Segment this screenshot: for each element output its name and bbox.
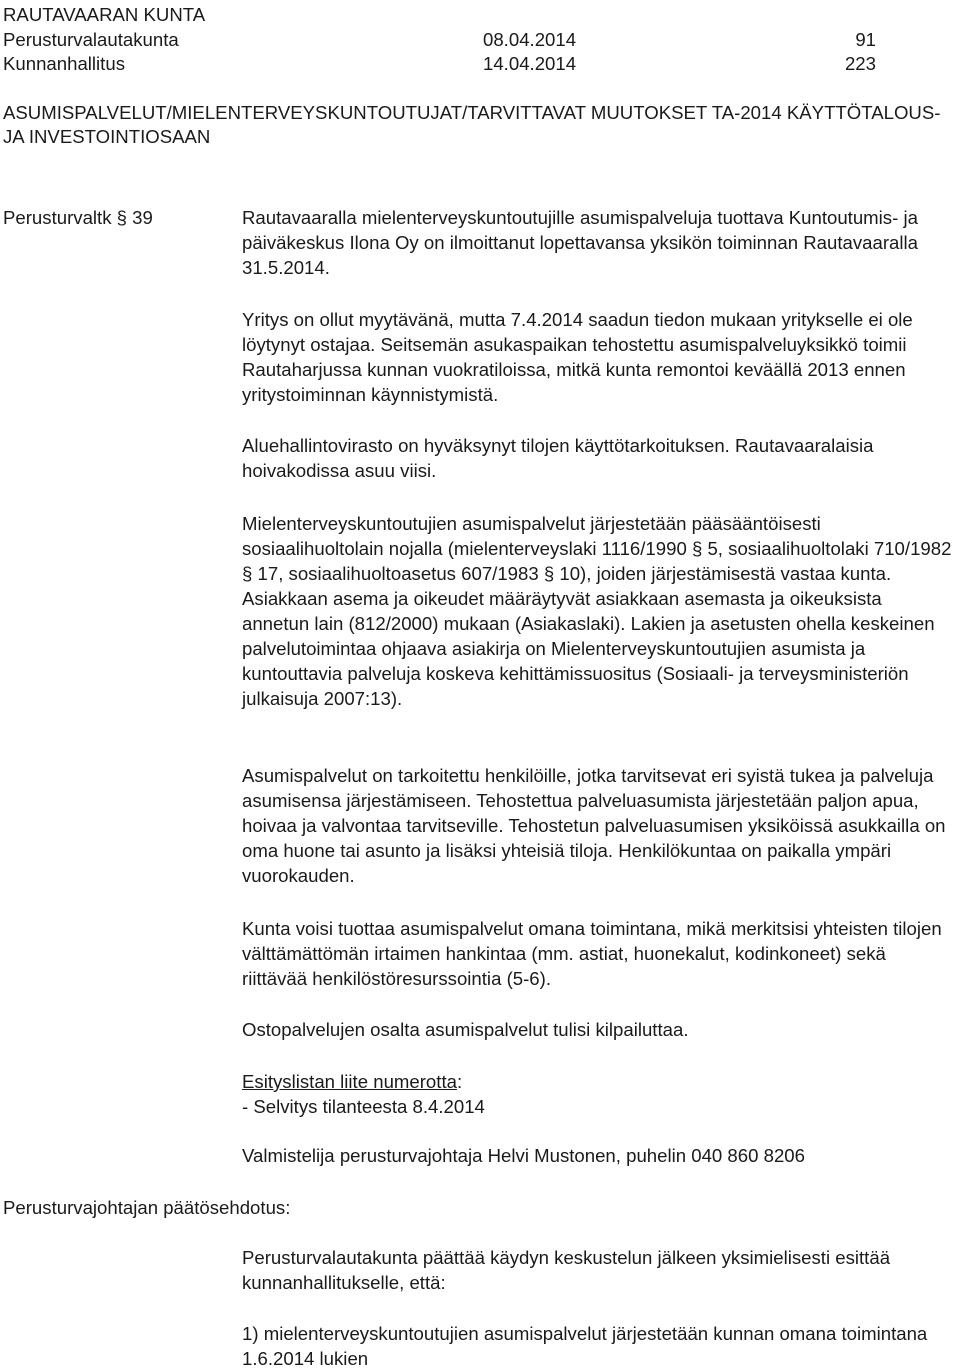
paragraph-2-text: Yritys on ollut myytävänä, mutta 7.4.2014 saadun tiedon mukaan yritykselle ei ole löytynyt ostajaa. Seitsemän asukaspaikan tehostettu asumispalveluyksikkö toimii Rautaharjussa kunnan vuokratiloissa, mitkä kunta remontoi keväällä 2013 ennen yritystoiminnan käynnistymistä.: [242, 309, 913, 405]
paragraph-3: [242, 433, 954, 483]
attachments-colon: :: [456, 1071, 463, 1092]
attachments-heading-line: [242, 1069, 954, 1094]
header-row2-body: Kunnanhallitus: [3, 53, 125, 74]
section-ref: Perusturvaltk § 39: [3, 207, 153, 228]
paragraph-3-text: Aluehallintovirasto on hyväksynyt tilojen käyttötarkoituksen. Rautavaaralaisia hoivakodissa asuu viisi.: [242, 435, 874, 481]
paragraph-7: [242, 1017, 954, 1042]
paragraph-5-text: Asumispalvelut on tarkoitettu henkilöille, jotka tarvitsevat eri syistä tukea ja palveluja asumisensa järjestämiseen. Tehostettua palveluasumista järjestetään paljon apua, hoivaa ja valvontaa tarvitseville. Tehostetun palveluasumisen yksiköissä asukkailla on oma huone tai asunto ja lisäksi yhteisiä tiloja. Henkilökuntaa on paikalla ympäri vuorokauden.: [242, 765, 946, 886]
paragraph-2: [242, 307, 954, 407]
header-row1-page: 91: [855, 29, 876, 50]
page-title: ASUMISPALVELUT/MIELENTERVEYSKUNTOUTUJAT/TARVITTAVAT MUUTOKSET TA-2014 KÄYTTÖTALOUS- JA INVESTOINTIOSAAN: [3, 102, 941, 147]
org-name: RAUTAVAARAN KUNTA: [3, 4, 206, 25]
attachments-heading: Esityslistan liite numerotta: [242, 1071, 457, 1092]
attachments: [242, 1069, 954, 1119]
paragraph-6: [242, 916, 954, 991]
paragraph-6-text: Kunta voisi tuottaa asumispalvelut omana toimintana, mikä merkitsisi yhteisten tilojen välttämättömän irtaimen hankintaa (mm. astiat, huonekalut, kodinkoneet) sekä riittävää henkilöstöresurssointia (5-6).: [242, 918, 942, 989]
paragraph-1-text: Rautavaaralla mielenterveyskuntoutujille asumispalveluja tuottava Kuntoutumis- ja päiväkeskus Ilona Oy on ilmoittanut lopettavansa yksikön toiminnan Rautavaaralla 31.5.2014.: [242, 207, 918, 278]
attachment-item: - Selvitys tilanteesta 8.4.2014: [242, 1096, 485, 1117]
header-row1-date: 08.04.2014: [483, 29, 577, 50]
proposal-intro-text: Perusturvalautakunta päättää käydyn keskustelun jälkeen yksimielisesti esittää kunnanhallitukselle, että:: [242, 1247, 891, 1293]
header-row1-body: Perusturvalautakunta: [3, 29, 179, 50]
proposal-item-1: [242, 1321, 954, 1371]
proposal-label: Perusturvajohtajan päätösehdotus:: [3, 1197, 291, 1218]
header-row2-date: 14.04.2014: [483, 53, 577, 74]
paragraph-5: [242, 763, 954, 888]
paragraph-4-text: Mielenterveyskuntoutujien asumispalvelut järjestetään pääsääntöisesti sosiaalihuoltolain nojalla (mielenterveyslaki 1116/1990 § 5, sosiaalihuoltolaki 710/1982 § 17, sosiaalihuoltoasetus 607/1983 § 10), joiden järjestämisestä vastaa kunta. Asiakkaan asema ja oikeudet määräytyvät asiakkaan asemasta ja oikeuksista annetun lain (812/2000) mukaan (Asiakaslaki). Lakien ja asetusten ohella keskeinen palvelutoimintaa ohjaava asiakirja on Mielenterveyskuntoutujien asumista ja kuntouttavia palveluja koskeva kehittämissuositus (Sosiaali- ja terveysministeriön julkaisuja 2007:13).: [242, 513, 952, 709]
preparer: [242, 1143, 954, 1168]
proposal-item-1-text: 1) mielenterveyskuntoutujien asumispalvelut järjestetään kunnan omana toimintana 1.6.2014 lukien: [242, 1323, 928, 1369]
paragraph-4: [242, 511, 954, 711]
header-row2-page: 223: [844, 53, 876, 74]
proposal-intro: [242, 1245, 954, 1295]
paragraph-1: [242, 205, 954, 280]
preparer-text: Valmistelija perusturvajohtaja Helvi Mustonen, puhelin 040 860 8206: [242, 1145, 805, 1166]
paragraph-7-text: Ostopalvelujen osalta asumispalvelut tulisi kilpailuttaa.: [242, 1019, 689, 1040]
